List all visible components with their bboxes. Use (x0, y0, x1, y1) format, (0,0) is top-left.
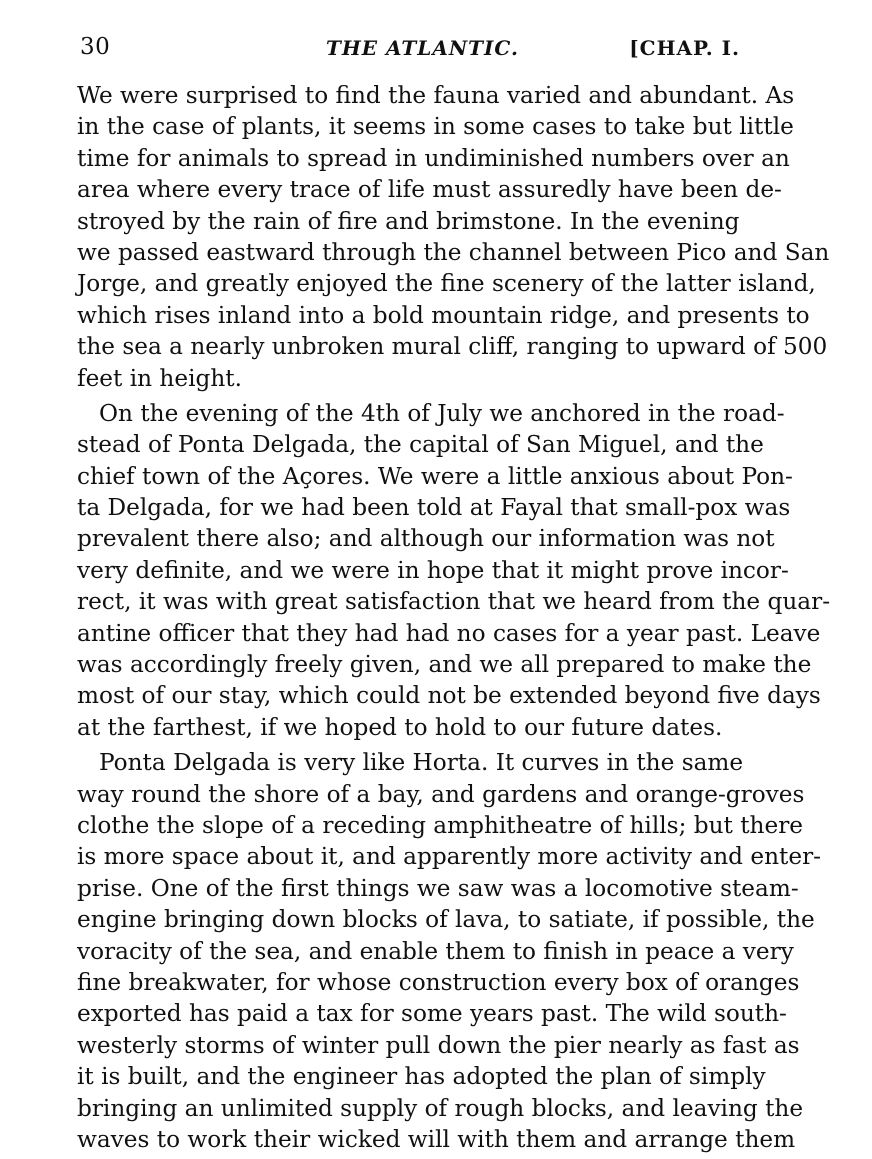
paragraph (77, 398, 831, 743)
page-number: 30 (80, 34, 111, 60)
text-line: way round the shore of a bay, and gardens and orange-groves (77, 780, 805, 808)
text-line: exported has paid a tax for some years past. The wild south- (77, 1000, 787, 1028)
text-line: engine bringing down blocks of lava, to satiate, if possible, the (77, 906, 815, 934)
text-line: We were surprised to find the fauna varied and abundant. As (77, 82, 795, 109)
text-line: we passed eastward through the channel between Pico and San (77, 238, 830, 266)
text-line: Jorge, and greatly enjoyed the fine scenery of the latter island, (77, 270, 816, 298)
text-line: in the case of plants, it seems in some cases to take but little (77, 113, 794, 141)
text-line: most of our stay, which could not be extended beyond five days (77, 682, 821, 710)
text-line: rect, it was with great satisfaction that we heard from the quar- (77, 588, 831, 616)
text-line: bringing an unlimited supply of rough blocks, and leaving the (77, 1094, 804, 1122)
chapter-reference: [CHAP. I. (629, 36, 740, 60)
paragraph (77, 80, 830, 394)
text-line: Ponta Delgada is very like Horta. It curves in the same (99, 749, 744, 777)
text-line: antine officer that they had had no cases for a year past. Leave (77, 619, 821, 647)
text-line: is more space about it, and apparently more activity and enter- (77, 843, 821, 871)
body-text (77, 80, 831, 1159)
text-line: On the evening of the 4th of July we anchored in the road- (99, 399, 785, 427)
text-line: the sea a nearly unbroken mural cliff, ranging to upward of 500 (77, 333, 828, 361)
paragraph (77, 747, 821, 1155)
text-line: ta Delgada, for we had been told at Fayal that small-pox was (77, 494, 791, 522)
text-line: westerly storms of winter pull down the pier nearly as fast as (77, 1031, 800, 1059)
text-line: which rises inland into a bold mountain ridge, and presents to (77, 301, 810, 329)
running-title: THE ATLANTIC. (326, 36, 519, 60)
page-header (80, 34, 740, 64)
text-line: voracity of the sea, and enable them to finish in peace a very (77, 937, 794, 965)
text-line: stroyed by the rain of fire and brimstone. In the evening (77, 207, 740, 235)
text-line: waves to work their wicked will with them and arrange them (77, 1125, 796, 1153)
text-line: stead of Ponta Delgada, the capital of San Miguel, and the (77, 431, 764, 459)
text-line: chief town of the Açores. We were a little anxious about Pon- (77, 462, 793, 490)
text-line: prevalent there also; and although our information was not (77, 525, 775, 553)
text-line: at the farthest, if we hoped to hold to our future dates. (77, 713, 723, 741)
text-line: feet in height. (77, 364, 242, 392)
text-line: clothe the slope of a receding amphitheatre of hills; but there (77, 811, 804, 839)
text-line: was accordingly freely given, and we all prepared to make the (77, 651, 812, 679)
text-line: prise. One of the first things we saw was a locomotive steam- (77, 874, 799, 902)
text-line: time for animals to spread in undiminished numbers over an (77, 144, 790, 172)
text-line: it is built, and the engineer has adopted the plan of simply (77, 1063, 766, 1091)
text-line: area where every trace of life must assuredly have been de- (77, 176, 782, 204)
text-line: fine breakwater, for whose construction every box of oranges (77, 968, 800, 996)
text-line: very definite, and we were in hope that it might prove incor- (77, 556, 789, 584)
